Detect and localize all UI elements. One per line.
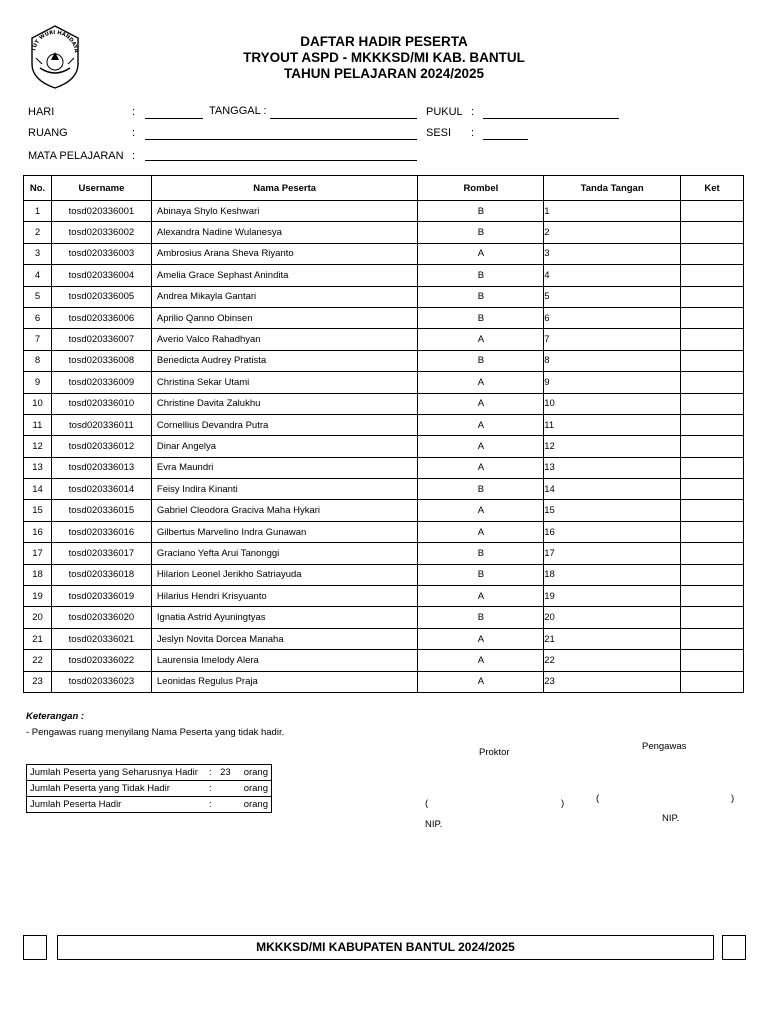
- header-nama-peserta: Nama Peserta: [151, 176, 418, 201]
- tanda-tangan-cell[interactable]: 14: [544, 479, 681, 500]
- tanda-tangan-cell[interactable]: 20: [544, 607, 681, 628]
- summary-colon: :: [203, 765, 217, 781]
- table-row: [24, 201, 744, 222]
- ket-cell[interactable]: [681, 307, 744, 328]
- nama-peserta-cell: Gabriel Cleodora Graciva Maha Hykari: [151, 500, 418, 521]
- ket-cell[interactable]: [681, 350, 744, 371]
- sesi-field[interactable]: [483, 139, 528, 140]
- pengawas-paren-open: (: [596, 793, 600, 804]
- tanda-tangan-cell[interactable]: 12: [544, 436, 681, 457]
- no-cell: 2: [24, 222, 52, 243]
- username-cell: tosd020336004: [51, 265, 151, 286]
- summary-unit: orang: [241, 765, 272, 781]
- table-row: [24, 372, 744, 393]
- username-cell: tosd020336019: [51, 586, 151, 607]
- colon: :: [132, 150, 136, 162]
- table-header-row: [24, 176, 744, 201]
- no-cell: 16: [24, 521, 52, 542]
- summary-label: Jumlah Peserta yang Seharusnya Hadir: [27, 765, 204, 781]
- rombel-cell: A: [418, 671, 544, 692]
- tanda-tangan-cell[interactable]: 17: [544, 543, 681, 564]
- table-row: [24, 414, 744, 435]
- username-cell: tosd020336003: [51, 243, 151, 264]
- ruang-field[interactable]: [145, 139, 417, 140]
- tanda-tangan-cell[interactable]: 19: [544, 586, 681, 607]
- table-row: [24, 393, 744, 414]
- no-cell: 13: [24, 457, 52, 478]
- document-title: [0, 34, 768, 82]
- nama-peserta-cell: Graciano Yefta Arui Tanonggi: [151, 543, 418, 564]
- ket-cell[interactable]: [681, 329, 744, 350]
- nama-peserta-cell: Christina Sekar Utami: [151, 372, 418, 393]
- username-cell: tosd020336011: [51, 414, 151, 435]
- no-cell: 4: [24, 265, 52, 286]
- rombel-cell: A: [418, 414, 544, 435]
- table-row: [24, 564, 744, 585]
- summary-label: Jumlah Peserta yang Tidak Hadir: [27, 781, 204, 797]
- summary-value: [217, 781, 241, 797]
- pukul-field[interactable]: [483, 118, 619, 119]
- nama-peserta-cell: Ambrosius Arana Sheva Riyanto: [151, 243, 418, 264]
- ket-cell[interactable]: [681, 436, 744, 457]
- nama-peserta-cell: Abinaya Shylo Keshwari: [151, 201, 418, 222]
- table-row: [24, 521, 744, 542]
- username-cell: tosd020336005: [51, 286, 151, 307]
- no-cell: 22: [24, 650, 52, 671]
- ket-cell[interactable]: [681, 628, 744, 649]
- nama-peserta-cell: Averio Valco Rahadhyan: [151, 329, 418, 350]
- nama-peserta-cell: Ignatia Astrid Ayuningtyas: [151, 607, 418, 628]
- hari-field[interactable]: [145, 118, 203, 119]
- ket-cell[interactable]: [681, 393, 744, 414]
- tanda-tangan-cell[interactable]: 7: [544, 329, 681, 350]
- no-cell: 1: [24, 201, 52, 222]
- rombel-cell: A: [418, 586, 544, 607]
- tanda-tangan-cell[interactable]: 15: [544, 500, 681, 521]
- tanda-tangan-cell[interactable]: 3: [544, 243, 681, 264]
- no-cell: 15: [24, 500, 52, 521]
- username-cell: tosd020336020: [51, 607, 151, 628]
- nama-peserta-cell: Dinar Angelya: [151, 436, 418, 457]
- ket-cell[interactable]: [681, 500, 744, 521]
- label-tanggal: TANGGAL :: [209, 105, 267, 117]
- title-line-1: DAFTAR HADIR PESERTA: [300, 34, 468, 49]
- nama-peserta-cell: Hilarius Hendri Krisyuanto: [151, 586, 418, 607]
- ket-cell[interactable]: [681, 479, 744, 500]
- username-cell: tosd020336017: [51, 543, 151, 564]
- rombel-cell: B: [418, 201, 544, 222]
- header-rombel: Rombel: [418, 176, 544, 201]
- nama-peserta-cell: Aprilio Qanno Obinsen: [151, 307, 418, 328]
- rombel-cell: B: [418, 543, 544, 564]
- table-row: [24, 500, 744, 521]
- username-cell: tosd020336015: [51, 500, 151, 521]
- rombel-cell: B: [418, 307, 544, 328]
- nama-peserta-cell: Alexandra Nadine Wulanesya: [151, 222, 418, 243]
- username-cell: tosd020336022: [51, 650, 151, 671]
- table-row: [24, 671, 744, 692]
- summary-row: [27, 797, 272, 813]
- no-cell: 7: [24, 329, 52, 350]
- no-cell: 3: [24, 243, 52, 264]
- no-cell: 21: [24, 628, 52, 649]
- label-ruang: RUANG: [28, 127, 68, 139]
- ket-cell[interactable]: [681, 671, 744, 692]
- username-cell: tosd020336016: [51, 521, 151, 542]
- label-pukul: PUKUL: [426, 106, 463, 118]
- ket-cell[interactable]: [681, 457, 744, 478]
- summary-colon: :: [203, 781, 217, 797]
- tanda-tangan-cell[interactable]: 23: [544, 671, 681, 692]
- tanda-tangan-cell[interactable]: 4: [544, 265, 681, 286]
- nama-peserta-cell: Gilbertus Marvelino Indra Gunawan: [151, 521, 418, 542]
- header-ket: Ket: [681, 176, 744, 201]
- username-cell: tosd020336002: [51, 222, 151, 243]
- nama-peserta-cell: Jeslyn Novita Dorcea Manaha: [151, 628, 418, 649]
- mata-pelajaran-field[interactable]: [145, 160, 417, 161]
- username-cell: tosd020336009: [51, 372, 151, 393]
- rombel-cell: A: [418, 329, 544, 350]
- ket-cell[interactable]: [681, 543, 744, 564]
- nama-peserta-cell: Benedicta Audrey Pratista: [151, 350, 418, 371]
- tanda-tangan-cell[interactable]: 2: [544, 222, 681, 243]
- username-cell: tosd020336012: [51, 436, 151, 457]
- no-cell: 6: [24, 307, 52, 328]
- notes-line: - Pengawas ruang menyilang Nama Peserta yang tidak hadir.: [26, 727, 285, 738]
- notes-heading: Keterangan :: [26, 711, 85, 722]
- ket-cell[interactable]: [681, 607, 744, 628]
- ket-cell[interactable]: [681, 286, 744, 307]
- no-cell: 18: [24, 564, 52, 585]
- tanda-tangan-cell[interactable]: 10: [544, 393, 681, 414]
- table-row: [24, 350, 744, 371]
- username-cell: tosd020336023: [51, 671, 151, 692]
- rombel-cell: B: [418, 222, 544, 243]
- table-row: [24, 650, 744, 671]
- pengawas-nip: NIP.: [662, 813, 680, 824]
- footer-banner: [57, 935, 714, 960]
- ket-cell[interactable]: [681, 372, 744, 393]
- rombel-cell: B: [418, 479, 544, 500]
- summary-row: [27, 781, 272, 797]
- no-cell: 12: [24, 436, 52, 457]
- no-cell: 23: [24, 671, 52, 692]
- rombel-cell: A: [418, 243, 544, 264]
- ket-cell[interactable]: [681, 222, 744, 243]
- rombel-cell: B: [418, 265, 544, 286]
- tanda-tangan-cell[interactable]: 9: [544, 372, 681, 393]
- table-row: [24, 457, 744, 478]
- header-username: Username: [51, 176, 151, 201]
- table-row: [24, 586, 744, 607]
- table-row: [24, 543, 744, 564]
- summary-unit: orang: [241, 797, 272, 813]
- rombel-cell: A: [418, 436, 544, 457]
- username-cell: tosd020336008: [51, 350, 151, 371]
- username-cell: tosd020336010: [51, 393, 151, 414]
- proktor-paren-close: ): [561, 798, 565, 809]
- proktor-label: Proktor: [479, 747, 510, 758]
- username-cell: tosd020336014: [51, 479, 151, 500]
- username-cell: tosd020336001: [51, 201, 151, 222]
- rombel-cell: A: [418, 500, 544, 521]
- nama-peserta-cell: Evra Maundri: [151, 457, 418, 478]
- header-tanda-tangan: Tanda Tangan: [544, 176, 681, 201]
- ket-cell[interactable]: [681, 564, 744, 585]
- rombel-cell: A: [418, 393, 544, 414]
- footer-right-box: [722, 935, 746, 960]
- tanda-tangan-cell[interactable]: 11: [544, 414, 681, 435]
- table-row: [24, 222, 744, 243]
- no-cell: 19: [24, 586, 52, 607]
- footer-left-box: [23, 935, 47, 960]
- no-cell: 14: [24, 479, 52, 500]
- username-cell: tosd020336013: [51, 457, 151, 478]
- tanda-tangan-cell[interactable]: 21: [544, 628, 681, 649]
- nama-peserta-cell: Laurensia Imelody Alera: [151, 650, 418, 671]
- rombel-cell: A: [418, 372, 544, 393]
- username-cell: tosd020336007: [51, 329, 151, 350]
- table-row: [24, 436, 744, 457]
- table-row: [24, 628, 744, 649]
- table-row: [24, 286, 744, 307]
- table-row: [24, 307, 744, 328]
- tanda-tangan-cell[interactable]: 13: [544, 457, 681, 478]
- ket-cell[interactable]: [681, 201, 744, 222]
- table-row: [24, 607, 744, 628]
- pengawas-paren-close: ): [731, 793, 735, 804]
- no-cell: 10: [24, 393, 52, 414]
- proktor-paren-open: (: [425, 798, 429, 809]
- summary-row: [27, 765, 272, 781]
- nama-peserta-cell: Christine Davita Zalukhu: [151, 393, 418, 414]
- title-line-2: TRYOUT ASPD - MKKKSD/MI KAB. BANTUL: [243, 50, 525, 65]
- summary-value: [217, 797, 241, 813]
- label-hari: HARI: [28, 106, 55, 118]
- ket-cell[interactable]: [681, 521, 744, 542]
- tanggal-field[interactable]: [270, 118, 417, 119]
- summary-value: 23: [217, 765, 241, 781]
- username-cell: tosd020336021: [51, 628, 151, 649]
- nama-peserta-cell: Andrea Mikayla Gantari: [151, 286, 418, 307]
- ket-cell[interactable]: [681, 586, 744, 607]
- table-row: [24, 265, 744, 286]
- no-cell: 9: [24, 372, 52, 393]
- ket-cell[interactable]: [681, 265, 744, 286]
- title-line-3: TAHUN PELAJARAN 2024/2025: [283, 66, 485, 81]
- tanda-tangan-cell[interactable]: 5: [544, 286, 681, 307]
- tanda-tangan-cell[interactable]: 1: [544, 201, 681, 222]
- summary-colon: :: [203, 797, 217, 813]
- rombel-cell: A: [418, 650, 544, 671]
- rombel-cell: B: [418, 350, 544, 371]
- proktor-nip: NIP.: [425, 819, 443, 830]
- rombel-cell: A: [418, 628, 544, 649]
- nama-peserta-cell: Feisy Indira Kinanti: [151, 479, 418, 500]
- no-cell: 11: [24, 414, 52, 435]
- svg-text:TUT WURI HANDAYANI: TUT WURI HANDAYA: [31, 29, 80, 54]
- nama-peserta-cell: Cornellius Devandra Putra: [151, 414, 418, 435]
- no-cell: 5: [24, 286, 52, 307]
- ket-cell[interactable]: [681, 650, 744, 671]
- colon: :: [471, 106, 475, 118]
- colon: :: [471, 127, 475, 139]
- tanda-tangan-cell[interactable]: 8: [544, 350, 681, 371]
- table-row: [24, 329, 744, 350]
- table-row: [24, 479, 744, 500]
- no-cell: 20: [24, 607, 52, 628]
- username-cell: tosd020336018: [51, 564, 151, 585]
- tanda-tangan-cell[interactable]: 16: [544, 521, 681, 542]
- summary-label: Jumlah Peserta Hadir: [27, 797, 204, 813]
- username-cell: tosd020336006: [51, 307, 151, 328]
- no-cell: 8: [24, 350, 52, 371]
- colon: :: [132, 127, 136, 139]
- rombel-cell: B: [418, 286, 544, 307]
- table-row: [24, 243, 744, 264]
- rombel-cell: A: [418, 457, 544, 478]
- ket-cell[interactable]: [681, 243, 744, 264]
- colon: :: [132, 106, 136, 118]
- rombel-cell: B: [418, 564, 544, 585]
- tanda-tangan-cell[interactable]: 18: [544, 564, 681, 585]
- tanda-tangan-cell[interactable]: 6: [544, 307, 681, 328]
- nama-peserta-cell: Amelia Grace Sephast Anindita: [151, 265, 418, 286]
- nama-peserta-cell: Hilarion Leonel Jerikho Satriayuda: [151, 564, 418, 585]
- header-no: No.: [24, 176, 52, 201]
- no-cell: 17: [24, 543, 52, 564]
- rombel-cell: A: [418, 521, 544, 542]
- pengawas-label: Pengawas: [642, 741, 687, 752]
- summary-unit: orang: [241, 781, 272, 797]
- tanda-tangan-cell[interactable]: 22: [544, 650, 681, 671]
- label-sesi: SESI: [426, 127, 452, 139]
- label-mata-pelajaran: MATA PELAJARAN: [28, 150, 124, 162]
- footer-text: MKKKSD/MI KABUPATEN BANTUL 2024/2025: [256, 940, 515, 954]
- rombel-cell: B: [418, 607, 544, 628]
- attendance-table: [23, 175, 744, 693]
- nama-peserta-cell: Leonidas Regulus Praja: [151, 671, 418, 692]
- attendance-summary: [26, 764, 272, 813]
- ket-cell[interactable]: [681, 414, 744, 435]
